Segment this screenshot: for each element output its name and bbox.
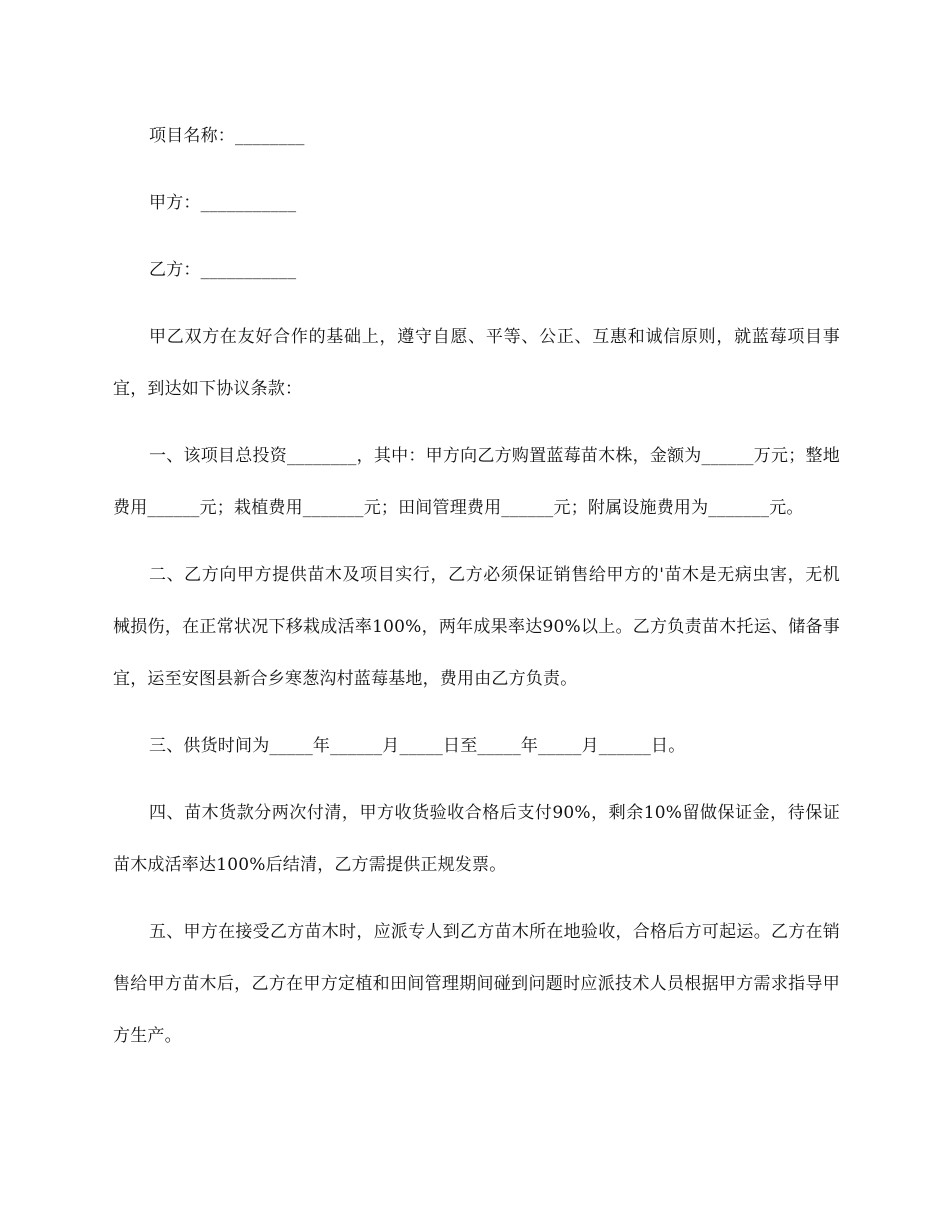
clause-2-paragraph: 二、乙方向甲方提供苗木及项目实行，乙方必须保证销售给甲方的'苗木是无病虫害，无机械损伤，在正常状况下移栽成活率100%，两年成果率达90%以上。乙方负责苗木托运、储备事宜，运至安图县新合乡寒葱沟村蓝莓基地，费用由乙方负责。: [113, 565, 840, 689]
clause-5-paragraph: 五、甲方在接受乙方苗木时，应派专人到乙方苗木所在地验收，合格后方可起运。乙方在销售给甲方苗木后，乙方在甲方定植和田间管理期间碰到问题时应派技术人员根据甲方需求指导甲方生产。: [113, 922, 840, 1046]
clause-3-paragraph: 三、供货时间为_____年______月_____日至_____年_____月______日。: [149, 736, 686, 756]
project-name-field: 项目名称：________: [149, 126, 305, 146]
party-a-field: 甲方：___________: [149, 193, 297, 213]
preamble-paragraph: 甲乙双方在友好合作的基础上，遵守自愿、平等、公正、互惠和诚信原则，就蓝莓项目事宜，到达如下协议条款：: [113, 327, 840, 399]
clause-1-paragraph: 一、该项目总投资________，其中：甲方向乙方购置蓝莓苗木株，金额为______万元；整地费用______元；栽植费用_______元；田间管理费用______元；附属设施费用为_______元。: [113, 446, 840, 518]
document-page: [113, 110, 840, 1062]
party-b-field: 乙方：___________: [149, 260, 297, 280]
clause-4-paragraph: 四、苗木货款分两次付清，甲方收货验收合格后支付90%，剩余10%留做保证金，待保证苗木成活率达100%后结清，乙方需提供正规发票。: [113, 803, 840, 875]
